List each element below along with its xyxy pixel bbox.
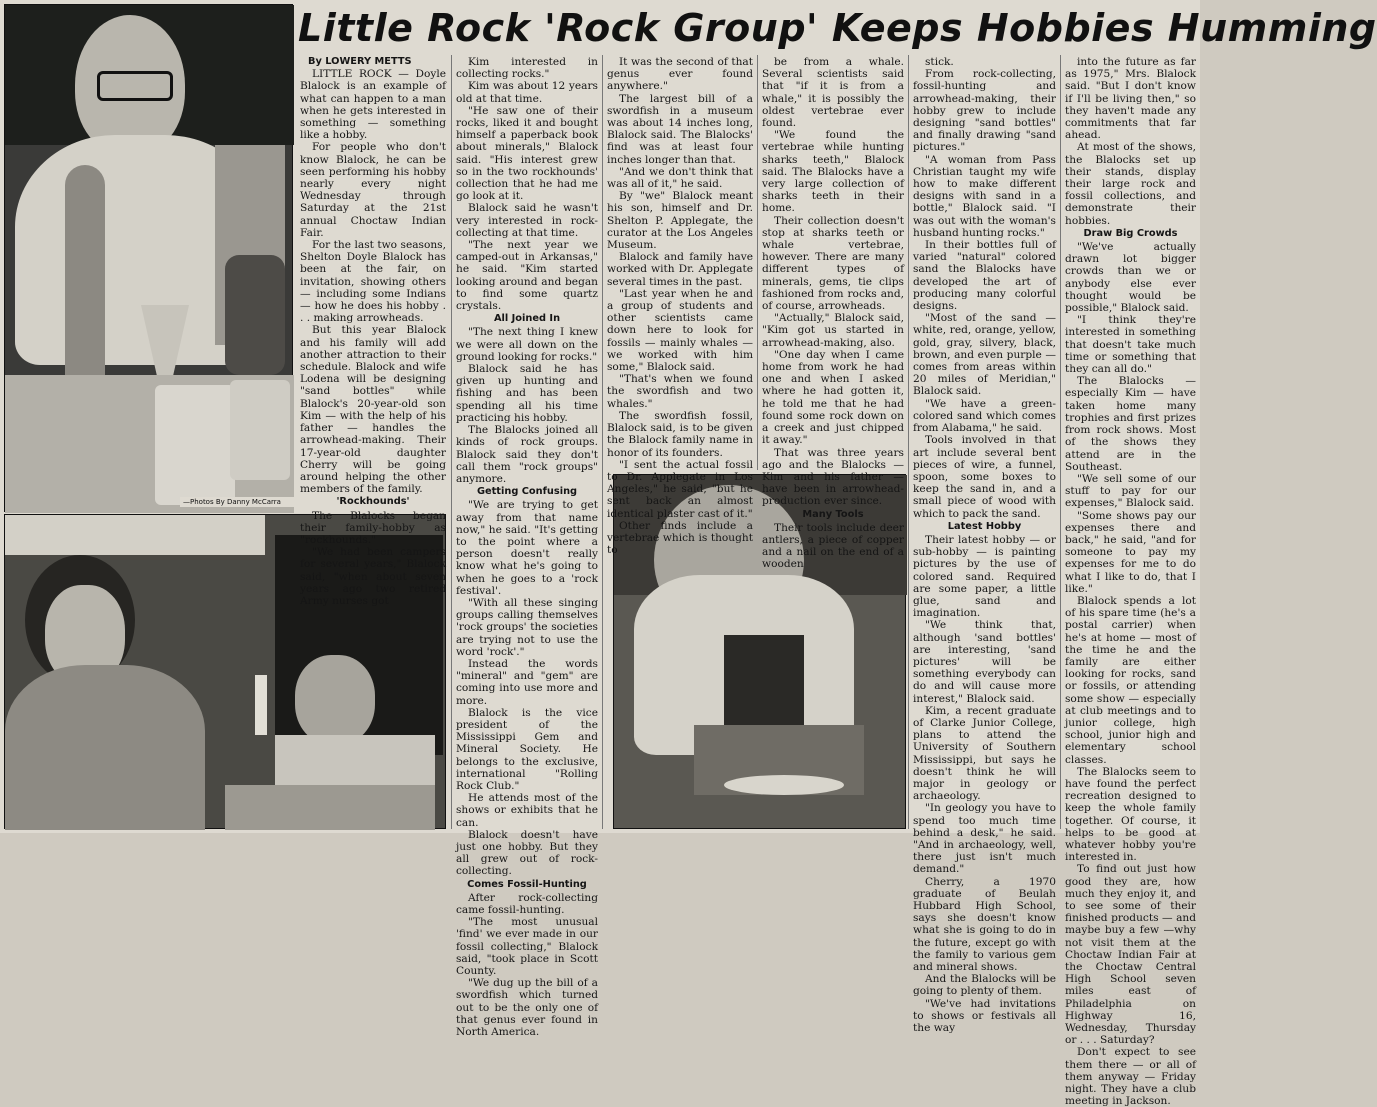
paragraph: That was three years ago and the Blalocks — Kim and his father — have been in arrowhead-production ever since. <box>762 446 904 508</box>
photo-credit: —Photos By Danny McCarra <box>180 497 301 507</box>
paragraph: After rock-collecting came fossil-hunting. <box>456 891 598 917</box>
paragraph: "The most unusual 'find' we ever made in our fossil collecting," Blalock said, "took place in Scott County. <box>456 916 598 978</box>
paragraph: In their bottles full of varied "natural" colored sand the Blalocks have developed the art of producing many colorful designs. <box>913 239 1056 313</box>
paragraph: But this year Blalock and his family will add another attraction to their schedule. Blalock and wife Lodena will be designing "sand bottles" while Blalock's 20-year-old son Kim — with the help of his father — handles the arrowhead-making. Their 17-year-old daughter Cherry will be going around helping the other members of the family. <box>300 324 446 496</box>
paragraph: into the future as far as 1975," Mrs. Blalock said. "But I don't know if I'll be living then," so they haven't made any commitments that far ahead. <box>1065 56 1196 142</box>
paragraph: "He saw one of their rocks, liked it and bought himself a paperback book about minerals," Blalock said. "His interest grew so in the two rockhounds' collection that he had me go look at it. <box>456 104 598 203</box>
paragraph: For people who don't know Blalock, he can be seen performing his hobby nearly every night Wednesday through Saturday at the 21st annual Choctaw Indian Fair. <box>300 141 446 239</box>
paragraph: "We sell some of our stuff to pay for our expenses," Blalock said. <box>1065 472 1196 510</box>
column-rule <box>602 55 603 829</box>
article-column-4 <box>762 56 904 571</box>
paragraph: Blalock said he has given up hunting and fishing and has been spending all his time practicing his hobby. <box>456 363 598 424</box>
paragraph: "I think they're interested in something that doesn't take much time or something that they can all do." <box>1065 314 1196 376</box>
paragraph: At most of the shows, the Blalocks set up their stands, display their large rock and fossil collections, and demonstrate their hobbies. <box>1065 141 1196 227</box>
paragraph: Their latest hobby — or sub-hobby — is painting pictures by the use of colored sand. Required are some paper, a little glue, sand and imagination. <box>913 533 1056 620</box>
paragraph: "We had been campers for several years," Blalock said, "when about seven years ago two retired Army nurses got <box>300 546 446 607</box>
paragraph: Blalock doesn't have just one hobby. But they all grew out of rock-collecting. <box>456 828 598 878</box>
paragraph: "I sent the actual fossil to Dr. Applegate in Los Angeles," he said, "but he sent back an almost identical plaster cast of it." <box>607 458 753 520</box>
subhead: All Joined In <box>493 313 561 325</box>
paragraph: "We found the vertebrae while hunting sharks teeth," Blalock said. The Blalocks have a very large collection of sharks teeth in their home. <box>762 129 904 215</box>
paragraph: "We dug up the bill of a swordfish which turned out to be the only one of that genus ever found in North America. <box>456 977 598 1039</box>
paragraph: The largest bill of a swordfish in a museum was about 14 inches long, Blalock said. The Blalocks' find was at least four inches longer than that. <box>607 92 753 166</box>
paragraph: Blalock spends a lot of his spare time (he's a postal carrier) when he's at home — most of the time he and the family are either looking for rocks, sand or fossils, or attending some show — especially at club meetings and to junior college, high school, junior high and elementary school classes. <box>1065 594 1196 766</box>
paragraph: Kim was about 12 years old at that time. <box>456 80 598 105</box>
paragraph: "In geology you have to spend too much time behind a desk," he said. "And in archaeology, well, there just isn't much demand." <box>913 802 1056 876</box>
paragraph: LITTLE ROCK — Doyle Blalock is an example of what can happen to a man when he gets interested in something — something like a hobby. <box>300 68 446 142</box>
paragraph: He attends most of the shows or exhibits that he can. <box>456 792 598 829</box>
paragraph: "That's when we found the swordfish and two whales." <box>607 373 753 410</box>
paragraph: Tools involved in that art include several bent pieces of wire, a funnel, spoon, some boxes to keep the sand in, and a small piece of wood with which to pack the sand. <box>913 434 1056 520</box>
paragraph: And the Blalocks will be going to plenty of them. <box>913 973 1056 998</box>
paragraph: Instead the words "mineral" and "gem" are coming into use more and more. <box>456 657 598 707</box>
byline: By LOWERY METTS <box>308 56 412 67</box>
paragraph: stick. <box>925 56 954 68</box>
paragraph: Their tools include deer antlers, a piece of copper and a nail on the end of a wooden <box>762 521 904 571</box>
subhead: Getting Confusing <box>476 486 578 498</box>
paragraph: The Blalocks seem to have found the perfect recreation designed to keep the whole family together. Of course, it helps to be good at whatever hobby you're interested in. <box>1065 765 1196 864</box>
paragraph: Other finds include a vertebrae which is thought to <box>607 519 753 557</box>
paragraph: "Last year when he and a group of students and other scientists came down here to look for fossils — mainly whales — we worked with him some," Blalock said. <box>607 287 753 374</box>
paragraph: Their collection doesn't stop at sharks teeth or whale vertebrae, however. There are many different types of minerals, gems, tie clips fashioned from rocks and, of course, arrowheads. <box>762 214 904 313</box>
paragraph: Kim interested in collecting rocks." <box>456 56 598 81</box>
subhead: Latest Hobby <box>947 520 1022 532</box>
paragraph: Blalock and family have worked with Dr. Applegate several times in the past. <box>607 251 753 288</box>
paragraph: be from a whale. Several scientists said that "if it is from a whale," it is possibly the oldest vertebrae ever found. <box>762 56 904 130</box>
subhead: Comes Fossil-Hunting <box>467 878 587 890</box>
paragraph: "Some shows pay our expenses there and back," he said, "and for someone to pay my expenses for me to do what I like to do, that I like." <box>1065 509 1196 595</box>
paragraph: Kim, a recent graduate of Clarke Junior College, plans to attend the University of Southern Mississippi, but says he doesn't think he will major in geology or archaeology. <box>913 704 1056 803</box>
paragraph: "Actually," Blalock said, "Kim got us started in arrowhead-making, also. <box>762 312 904 349</box>
paragraph: By "we" Blalock meant his son, himself and Dr. Shelton P. Applegate, the curator at the Los Angeles Museum. <box>607 190 753 252</box>
photo-man-with-bottle <box>4 4 293 512</box>
paragraph: "We are trying to get away from that name now," he said. "It's getting to the point where a person doesn't really know what he's going to when he goes to a 'rock festival'. <box>456 499 598 597</box>
paragraph: The Blalocks — especially Kim — have taken home many trophies and first prizes from rock shows. Most of the shows they attend are in the Southeast. <box>1065 375 1196 473</box>
paragraph: "One day when I came home from work he had one and when I asked where he had gotten it, he told me that he had found some rock down on a creek and just chipped it away." <box>762 348 904 447</box>
subhead: 'Rockhounds' <box>336 496 410 508</box>
paragraph: "With all these singing groups calling themselves 'rock groups' the societies are trying not to use the word 'rock'." <box>456 596 598 658</box>
paragraph: To find out just how good they are, how much they enjoy it, and to see some of their finished products — and maybe buy a few —why not visit them at the Choctaw Indian Fair at the Choctaw Central High School seven miles east of Philadelphia on Highway 16, Wednesday, Thursday or . . . Saturday? <box>1065 863 1196 1047</box>
article-column-5 <box>913 56 1056 1035</box>
paragraph: Blalock is the vice president of the Mississippi Gem and Mineral Society. He belongs to the exclusive, international "Rolling Rock Club." <box>456 706 598 792</box>
paragraph: The Blalocks began their family-hobby as "rockhounds." <box>300 509 446 546</box>
paragraph: The swordfish fossil, Blalock said, is to be given the Blalock family name in honor of its founders. <box>607 409 753 459</box>
paragraph: "And we don't think that was all of it," he said. <box>607 165 753 191</box>
paragraph: "We've actually drawn lot bigger crowds than we or anybody else ever thought would be possible," Blalock said. <box>1065 241 1196 315</box>
column-rule <box>451 55 452 829</box>
subhead: Draw Big Crowds <box>1083 227 1178 239</box>
paragraph: "Most of the sand — white, red, orange, yellow, gold, gray, silvery, black, brown, and even purple — comes from areas within 20 miles of Meridian," Blalock said. <box>913 312 1056 398</box>
column-rule <box>1060 55 1061 829</box>
paragraph: From rock-collecting, fossil-hunting and arrowhead-making, their hobby grew to include designing "sand bottles" and finally drawing "sand pictures." <box>913 68 1056 154</box>
column-rule <box>908 55 909 829</box>
paragraph: Don't expect to see them there — or all of them anyway — Friday night. They have a club meeting in Jackson. <box>1065 1046 1196 1107</box>
paragraph: "The next thing I knew we were all down on the ground looking for rocks." <box>456 326 598 363</box>
article-column-2 <box>456 56 598 1039</box>
column-rule <box>757 55 758 470</box>
paragraph: The Blalocks joined all kinds of rock groups. Blalock said they don't call them "rock groups" anymore. <box>456 424 598 485</box>
paragraph: Blalock said he wasn't very interested in rock-collecting at that time. <box>456 202 598 239</box>
paragraph: Cherry, a 1970 graduate of Beulah Hubbard High School, says she doesn't know what she is going to do in the future, except go with the family to various gem and mineral shows. <box>913 875 1056 974</box>
paragraph: "We have a green-colored sand which comes from Alabama," he said. <box>913 397 1056 435</box>
article-column-3 <box>607 56 753 557</box>
paragraph: "A woman from Pass Christian taught my wife how to make different designs with sand in a bottle," Blalock said. "I was out with the woman's husband hunting rocks." <box>913 153 1056 239</box>
headline: Little Rock 'Rock Group' Keeps Hobbies Humming <box>298 6 1377 50</box>
article-column-1 <box>300 56 446 607</box>
paragraph: "We've had invitations to shows or festivals all the way <box>913 997 1056 1035</box>
subhead: Many Tools <box>802 508 864 520</box>
article-column-6 <box>1065 56 1196 1107</box>
paragraph: For the last two seasons, Shelton Doyle Blalock has been at the fair, on invitation, showing others — including some Indians — how he does his hobby . . . making arrowheads. <box>300 239 446 325</box>
paragraph: It was the second of that genus ever found anywhere." <box>607 56 753 93</box>
paragraph: "We think that, although 'sand bottles' are interesting, 'sand pictures' will be something everybody can do and will cause more interest," Blalock said. <box>913 619 1056 705</box>
paragraph: "The next year we camped-out in Arkansas," he said. "Kim started looking around and began to find some quartz crystals. <box>456 239 598 313</box>
